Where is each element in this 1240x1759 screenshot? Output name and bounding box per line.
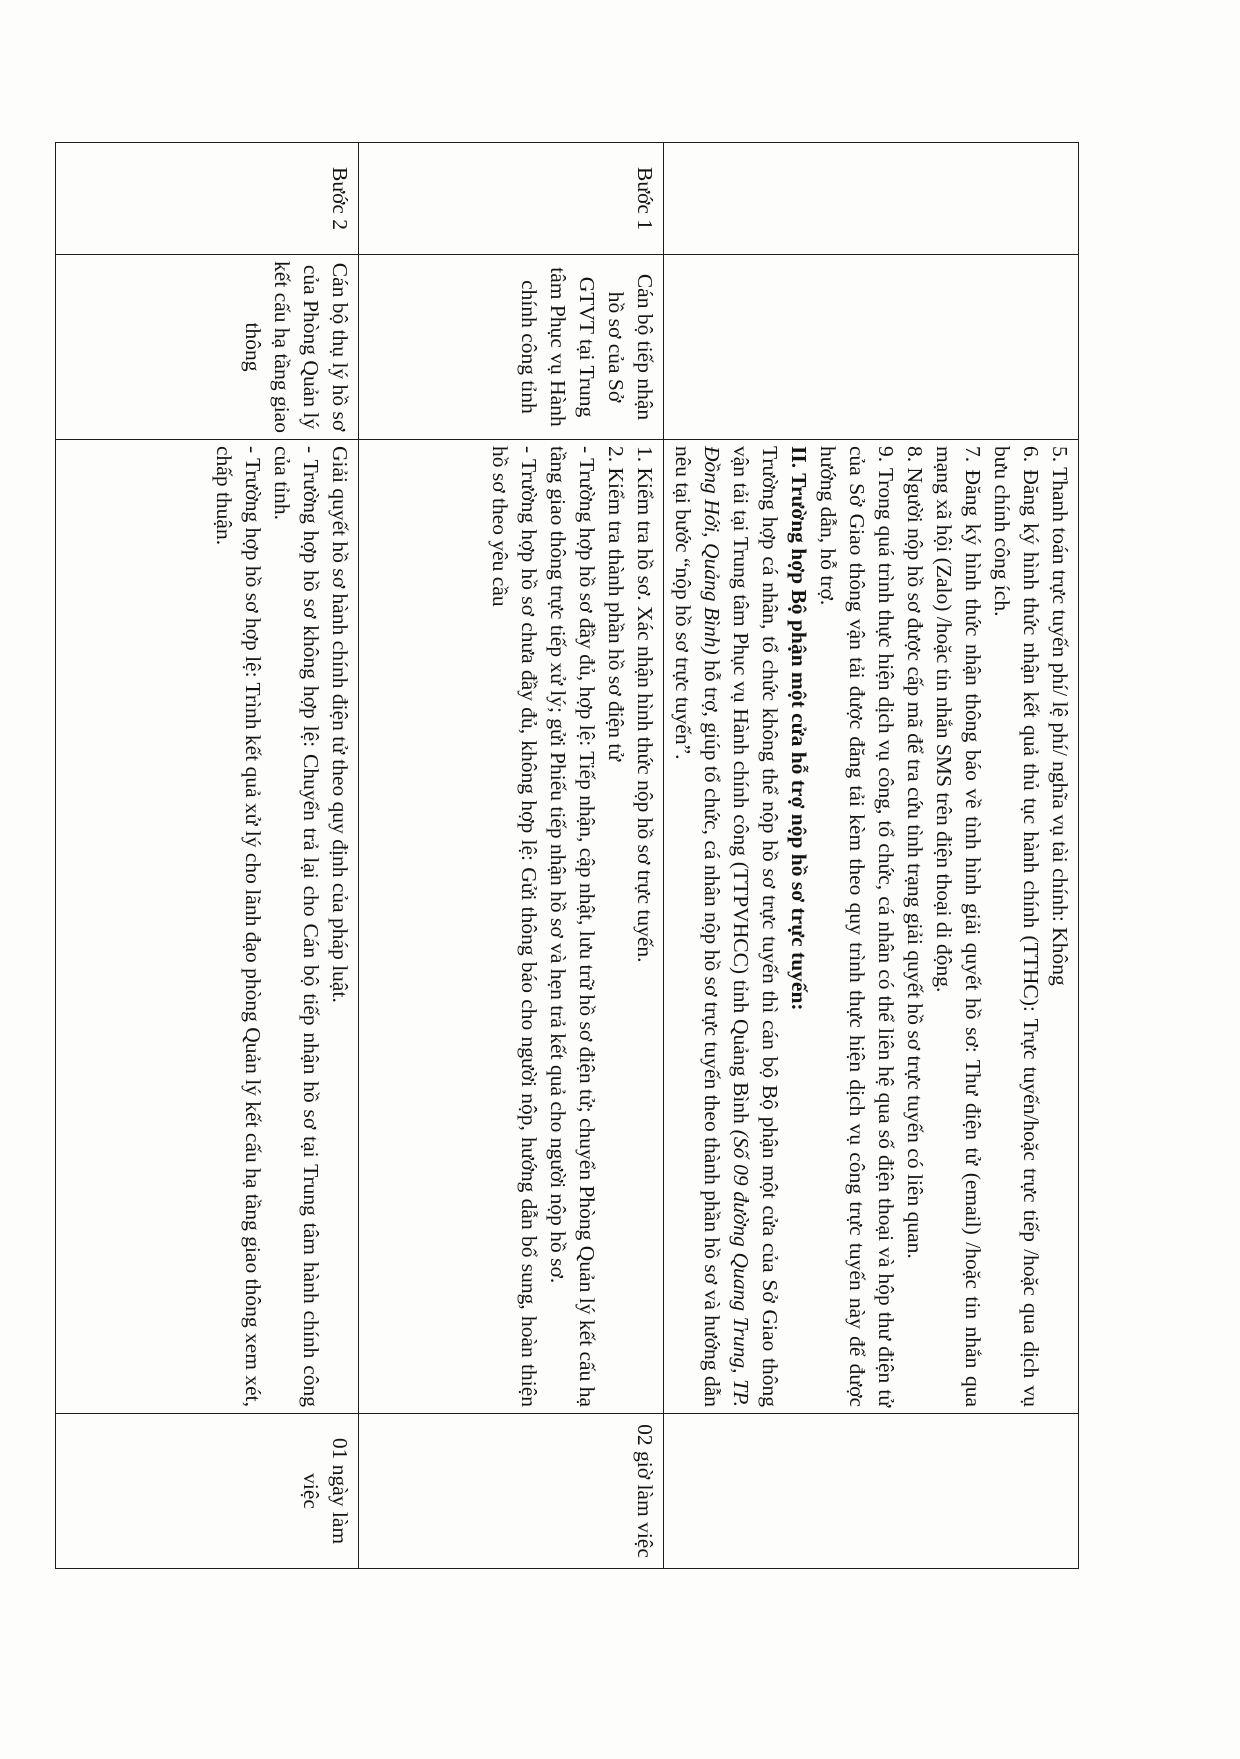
actor-cell: Cán bộ thụ lý hồ sơ của Phòng Quản lý kết cấu hạ tầng giao thông [56, 255, 359, 440]
content-line: 9. Trong quá trình thực hiện dịch vụ công, tổ chức, cá nhân có thể liên hệ qua số điện thoại và hộp thư điện tử của Sở Giao thông vận tải được đăng tải kèm theo quy trình thực hiện dịch vụ công trực tuyến này để được hướng dẫn, hỗ trợ. [816, 446, 898, 1407]
content-line: - Trường hợp hồ sơ đầy đủ, hợp lệ: Tiếp nhận, cập nhật, lưu trữ hồ sơ điện tử; chuyển Phòng Quản lý kết cấu hạ tầng giao thông trực tiếp xử lý; gửi Phiếu tiếp nhận hồ sơ và hẹn trả kết quả cho người nộp hồ sơ. [546, 446, 599, 1407]
actor-cell: Cán bộ tiếp nhận hồ sơ của Sở GTVT tại Trung tâm Phục vụ Hành chính công tỉnh [359, 255, 664, 440]
content-cell [664, 440, 1079, 1414]
content-cell [56, 440, 359, 1414]
time-cell: 01 ngày làm việc [56, 1414, 359, 1569]
content-line: 7. Đăng ký hình thức nhận thông báo về tình hình giải quyết hồ sơ: Thư điện tử (email) /hoặc tin nhắn qua mạng xã hội (Zalo) /hoặc tin nhắn SMS trên điện thoại di động. [932, 446, 985, 1407]
section-heading: II. Trường hợp Bộ phận một cửa hỗ trợ nộp hồ sơ trực tuyến: [787, 446, 811, 1011]
time-cell [664, 1414, 1079, 1569]
content-line: - Trường hợp hồ sơ không hợp lệ: Chuyển trả lại cho Cán bộ tiếp nhận hồ sơ tại Trung tâm hành chính công của tỉnh. [270, 446, 323, 1407]
table-row [664, 143, 1079, 1569]
procedure-table [55, 142, 1079, 1569]
time-cell: 02 giờ làm việc [359, 1414, 664, 1569]
content-cell [359, 440, 664, 1414]
content-line: 5. Thanh toán trực tuyến phí/ lệ phí/ nghĩa vụ tài chính: Không [1048, 446, 1072, 986]
section-address: (Số 09 đường Quang Trung, TP. Đồng Hới, Quảng Bình) [700, 446, 753, 1407]
content-line: 6. Đăng ký hình thức nhận kết quả thủ tục hành chính (TTHC): Trực tuyến/hoặc trực tiếp /hoặc qua dịch vụ bưu chính công ích. [990, 446, 1043, 1407]
content-line: Giải quyết hồ sơ hành chính điện tử theo quy định của pháp luật. [328, 446, 352, 1003]
content-line: 8. Người nộp hồ sơ được cấp mã để tra cứu tình trạng giải quyết hồ sơ trực tuyến có liên quan. [903, 446, 927, 1259]
section-tail: hỗ trợ, giúp tổ chức, cá nhân nộp hồ sơ trực tuyến theo thành phần hồ sơ và hướng dẫn nêu tại bước “nộp hồ sơ trực tuyến”. [671, 446, 724, 1407]
table-row [359, 143, 664, 1569]
actor-cell [664, 255, 1079, 440]
content-line: 1. Kiểm tra hồ sơ. Xác nhận hình thức nộp hồ sơ trực tuyến. [633, 446, 657, 963]
section-paragraph [668, 446, 784, 1407]
content-line: 2. Kiểm tra thành phần hồ sơ điện tử [604, 446, 628, 762]
content-line: - Trường hợp hồ sơ hợp lệ: Trình kết quả xử lý cho lãnh đạo phòng Quản lý kết cấu hạ tầng giao thông xem xét, chấp thuận. [212, 446, 265, 1407]
table-row [56, 143, 359, 1569]
rotated-page [78, 142, 1079, 1568]
step-cell [664, 143, 1079, 255]
section-intro: Trường hợp cá nhân, tổ chức không thể nộp hồ sơ trực tuyến thì cán bộ Bộ phận một cửa của Sở Giao thông vận tải tại Trung tâm Phục vụ Hành chính công (TTPVHCC) tỉnh Quảng Bình [729, 446, 782, 1407]
content-line: - Trường hợp hồ sơ chưa đầy đủ, không hợp lệ: Gửi thông báo cho người nộp, hướng dẫn bổ sung, hoàn thiện hồ sơ theo yêu cầu [488, 446, 541, 1407]
step-cell: Bước 1 [359, 143, 664, 255]
step-cell: Bước 2 [56, 143, 359, 255]
